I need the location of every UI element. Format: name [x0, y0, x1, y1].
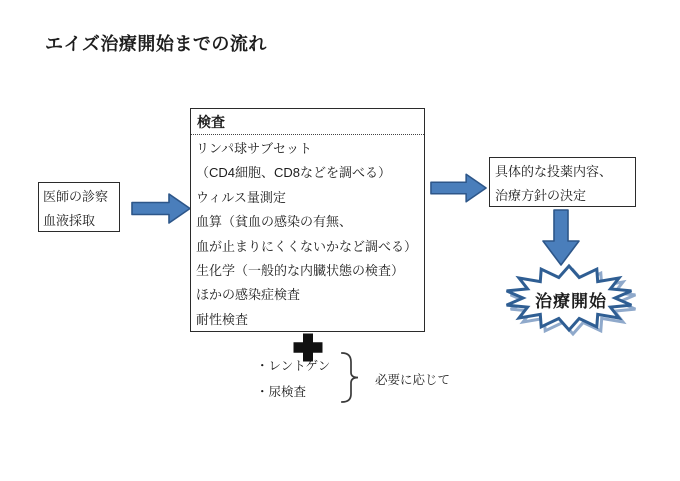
start-box — [38, 182, 120, 232]
test-item: 血が止まりにくくないかなど調べる） — [196, 238, 418, 254]
test-item: ほかの感染症検査 — [196, 287, 301, 303]
test-list — [191, 135, 424, 332]
start-box-line: 血液採取 — [43, 213, 96, 228]
page-title: エイズ治療開始までの流れ — [45, 34, 267, 54]
brace-icon — [338, 351, 360, 404]
decision-box-line: 治療方針の決定 — [495, 188, 587, 203]
test-item: 耐性検査 — [196, 311, 249, 327]
test-box-header: 検査 — [191, 109, 424, 135]
test-item: リンパ球サブセット — [196, 141, 312, 156]
test-item: 血算（貧血の感染の有無、 — [196, 214, 353, 230]
flow-arrow-right-icon — [131, 191, 192, 226]
optional-test-item: ・レントゲン — [256, 359, 331, 373]
test-item: ウィルス量測定 — [196, 189, 286, 205]
decision-box-line: 具体的な投薬内容、 — [495, 164, 613, 179]
decision-box — [489, 157, 636, 207]
optional-test-item: ・尿検査 — [256, 385, 307, 399]
optional-tests-note: 必要に応じて — [375, 373, 451, 387]
flow-arrow-down-icon — [542, 209, 580, 267]
test-item: 生化学（一般的な内臓状態の検査） — [196, 263, 405, 279]
test-item: （CD4細胞、CD8などを調べる） — [196, 165, 392, 181]
start-box-line: 医師の診察 — [43, 189, 109, 204]
treatment-start-label: 治療開始 — [535, 291, 607, 311]
flow-arrow-right-icon — [430, 171, 488, 205]
test-box — [190, 108, 425, 332]
